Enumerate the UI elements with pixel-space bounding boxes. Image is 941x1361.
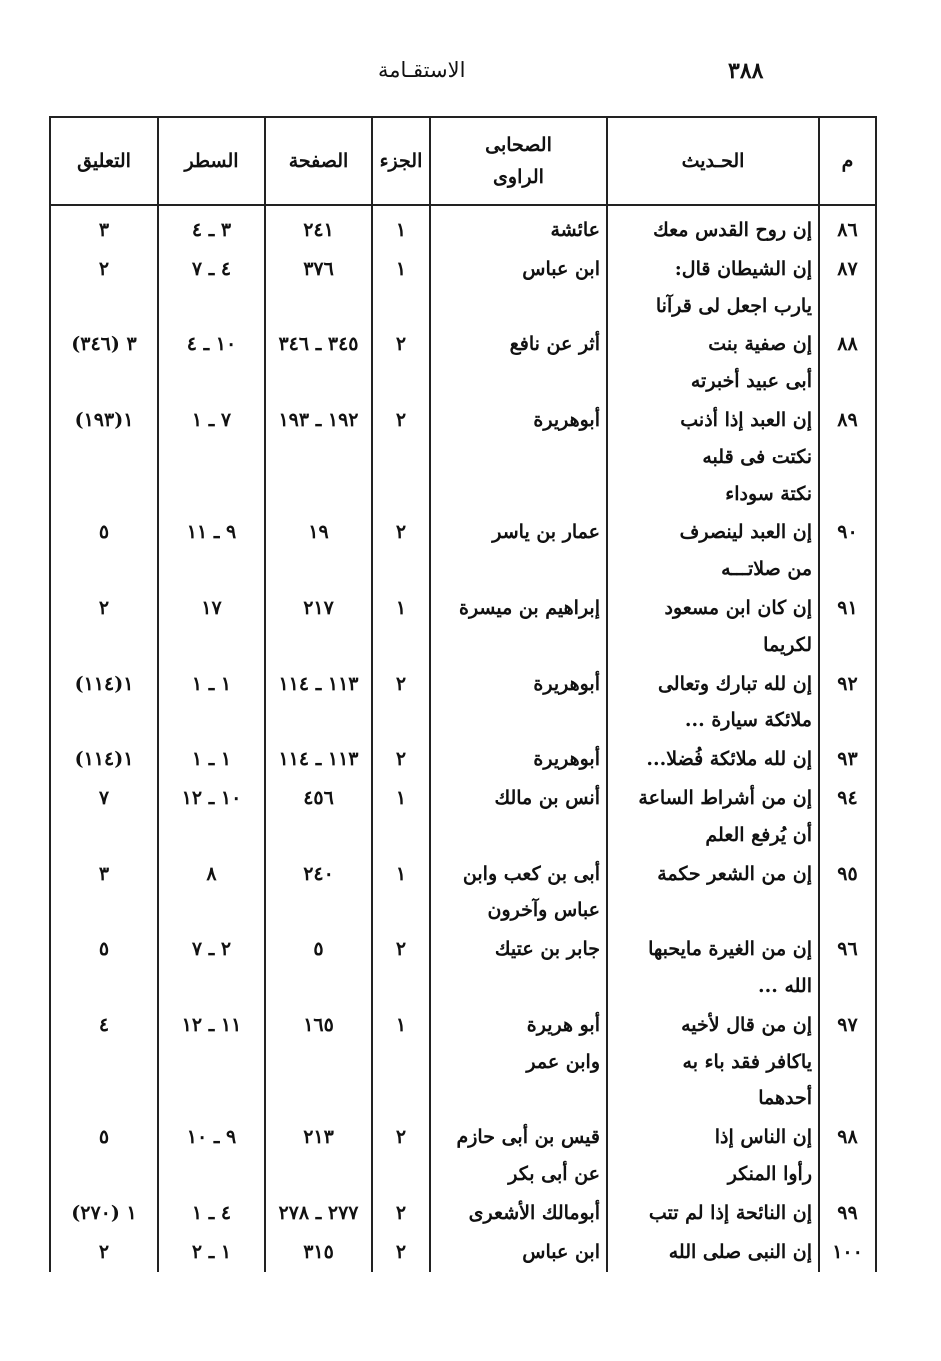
row-number: ٨٨ (819, 324, 876, 400)
table-row (50, 324, 876, 400)
narrator-text-line: وابن عمر (526, 1050, 600, 1073)
hadith-cell (607, 1193, 819, 1232)
table-row (50, 854, 876, 930)
page-cell: ٥ (265, 929, 372, 1005)
row-number: ٨٧ (819, 249, 876, 325)
volume-cell: ٢ (372, 929, 430, 1005)
volume-cell: ٢ (372, 400, 430, 512)
volume-cell: ١ (372, 778, 430, 854)
hadith-text-line: إن العبد لينصرف (679, 521, 812, 544)
narrator-cell (430, 512, 607, 588)
table-row (50, 588, 876, 664)
narrator-text-line: عباس وآخرون (487, 899, 600, 922)
narrator-text-line: أبى بن كعب وابن (462, 862, 600, 885)
row-number: ١٠٠ (819, 1232, 876, 1271)
narrator-text-line: أبوهريرة (533, 408, 600, 431)
hadith-cell (607, 400, 819, 512)
narrator-cell (430, 739, 607, 778)
narrator-text-line: عائشة (550, 219, 600, 241)
page-cell: ١١٣ ـ ١١٤ (265, 739, 372, 778)
line-cell: ١ ـ ١ (158, 664, 265, 740)
line-cell: ٤ ـ ٧ (158, 249, 265, 325)
line-cell: ١١ ـ ١٢ (158, 1005, 265, 1117)
narrator-cell (430, 664, 607, 740)
hadith-cell (607, 1117, 819, 1193)
narrator-text-line: عمار بن ياسر (492, 521, 600, 544)
hadith-text-line: إن النائحة إذا لم تتب (648, 1201, 812, 1224)
page-cell: ١٦٥ (265, 1005, 372, 1117)
line-cell: ١ ـ ٢ (158, 1232, 265, 1271)
hadith-cell (607, 778, 819, 854)
comment-cell: ٥ (50, 1117, 158, 1193)
hadith-cell (607, 1232, 819, 1271)
page-cell: ١٩٢ ـ ١٩٣ (265, 400, 372, 512)
empty-cell (158, 1270, 265, 1272)
hadith-cell (607, 512, 819, 588)
row-number: ٩٣ (819, 739, 876, 778)
line-cell: ٣ ـ ٤ (158, 205, 265, 249)
comment-cell: ٣ (50, 205, 158, 249)
narrator-text-line: قيس بن أبى حازم (456, 1126, 600, 1149)
line-cell: ٨ (158, 854, 265, 930)
column-header-page: الصفحة (265, 117, 372, 205)
line-cell: ١٠ ـ ٤ (158, 324, 265, 400)
volume-cell: ٢ (372, 1117, 430, 1193)
hadith-text-line: نكتت فى قلبه (702, 445, 812, 468)
table-row (50, 512, 876, 588)
narrator-cell (430, 1193, 607, 1232)
narrator-text-line: أبوهريرة (533, 672, 600, 695)
page-cell: ٢١٧ (265, 588, 372, 664)
narrator-text-line: أبوهريرة (533, 748, 600, 771)
narrator-cell (430, 324, 607, 400)
page-cell: ٢٤٠ (265, 854, 372, 930)
comment-cell: ٥ (50, 512, 158, 588)
narrator-text-line: عن أبى بكر (508, 1162, 600, 1185)
row-number: ٩٤ (819, 778, 876, 854)
column-header-line: السطر (158, 117, 265, 205)
hadith-cell (607, 324, 819, 400)
hadith-cell (607, 739, 819, 778)
comment-cell: ٣ (50, 854, 158, 930)
narrator-cell (430, 400, 607, 512)
row-number: ٩٨ (819, 1117, 876, 1193)
hadith-text-line: إن النبى صلى الله (668, 1240, 812, 1263)
row-number: ٩٦ (819, 929, 876, 1005)
hadith-text-line: إن من الغيرة مايحبها (648, 938, 812, 961)
narrator-text-line: أنس بن مالك (494, 786, 600, 809)
line-cell: ٧ ـ ١ (158, 400, 265, 512)
comment-cell: ٧ (50, 778, 158, 854)
hadith-text-line: لكريما (763, 633, 812, 656)
page-cell: ٣٧٦ (265, 249, 372, 325)
row-number: ٩٧ (819, 1005, 876, 1117)
row-number: ٩١ (819, 588, 876, 664)
line-cell: ٩ ـ ١٠ (158, 1117, 265, 1193)
hadith-text-line: ملائكة سيارة ... (684, 709, 812, 732)
line-cell: ٢ ـ ٧ (158, 929, 265, 1005)
empty-cell (607, 1270, 819, 1272)
page-header (0, 58, 941, 94)
table-row (50, 664, 876, 740)
empty-cell (265, 1270, 372, 1272)
hadith-text-line: إن لله ملائكة فُضلا... (646, 748, 812, 771)
table-filler-row (50, 1270, 876, 1272)
column-header-narrator-line1: الصحابى (485, 134, 552, 156)
page-cell: ٣٤٥ ـ ٣٤٦ (265, 324, 372, 400)
hadith-text-line: إن صفية بنت (708, 333, 812, 356)
table-row (50, 1117, 876, 1193)
table-row (50, 929, 876, 1005)
book-title: الاستقـامة (378, 58, 466, 82)
comment-cell: ٢ (50, 588, 158, 664)
volume-cell: ١ (372, 205, 430, 249)
line-cell: ٤ ـ ١ (158, 1193, 265, 1232)
narrator-cell (430, 929, 607, 1005)
hadith-cell (607, 588, 819, 664)
table-row (50, 1193, 876, 1232)
comment-cell: ٢ (50, 1232, 158, 1271)
row-number: ٨٦ (819, 205, 876, 249)
hadith-text-line: رأوا المنكر (727, 1162, 812, 1185)
hadith-text-line: إن لله تبارك وتعالى (657, 672, 812, 695)
narrator-text-line: أبو هريرة (526, 1013, 600, 1036)
narrator-cell (430, 778, 607, 854)
narrator-cell (430, 205, 607, 249)
hadith-text-line: نكتة سوداء (725, 482, 812, 505)
volume-cell: ٢ (372, 512, 430, 588)
volume-cell: ٢ (372, 1232, 430, 1271)
hadith-cell (607, 854, 819, 930)
hadith-text-line: إن الشيطان قال: (674, 257, 812, 280)
hadith-text-line: الله ... (757, 974, 812, 997)
page-cell: ٤٥٦ (265, 778, 372, 854)
narrator-cell (430, 854, 607, 930)
line-cell: ٩ ـ ١١ (158, 512, 265, 588)
comment-cell: ٥ (50, 929, 158, 1005)
row-number: ٩٩ (819, 1193, 876, 1232)
volume-cell: ٢ (372, 1193, 430, 1232)
hadith-cell (607, 929, 819, 1005)
comment-cell: ١ (٢٧٠) (50, 1193, 158, 1232)
hadith-text-line: من صلاتـــه (721, 558, 812, 581)
narrator-cell (430, 1117, 607, 1193)
column-header-narrator-line2: الراوى (493, 166, 544, 188)
narrator-text-line: أثر عن نافع (509, 333, 600, 356)
empty-cell (50, 1270, 158, 1272)
table-row (50, 400, 876, 512)
narrator-text-line: ابن عباس (522, 1240, 600, 1263)
hadith-cell (607, 664, 819, 740)
column-header-narrator (430, 117, 607, 205)
page-number: ٣٨٨ (728, 58, 764, 84)
hadith-text-line: إن من قال لأخيه (681, 1013, 812, 1036)
row-number: ٩٥ (819, 854, 876, 930)
comment-cell: ١(١١٤) (50, 739, 158, 778)
comment-cell: ١(١٩٣) (50, 400, 158, 512)
empty-cell (819, 1270, 876, 1272)
volume-cell: ١ (372, 588, 430, 664)
table-row (50, 778, 876, 854)
column-header-hadith: الحـديث (607, 117, 819, 205)
page-cell: ٢٧٧ ـ ٢٧٨ (265, 1193, 372, 1232)
comment-cell: ٤ (50, 1005, 158, 1117)
volume-cell: ١ (372, 249, 430, 325)
hadith-text-line: أن يُرفع العلم (705, 823, 812, 846)
page-cell: ١٩ (265, 512, 372, 588)
line-cell: ١٧ (158, 588, 265, 664)
narrator-text-line: أبومالك الأشعرى (468, 1201, 600, 1224)
page-cell: ١١٣ ـ ١١٤ (265, 664, 372, 740)
column-header-comment: التعليق (50, 117, 158, 205)
table-row (50, 249, 876, 325)
hadith-text-line: إن من الشعر حكمة (657, 862, 812, 885)
volume-cell: ٢ (372, 739, 430, 778)
hadith-cell (607, 205, 819, 249)
row-number: ٩٠ (819, 512, 876, 588)
column-header-volume: الجزء (372, 117, 430, 205)
hadith-text-line: إن العبد إذا أذنب (680, 408, 812, 431)
table-row (50, 1005, 876, 1117)
table-row (50, 1232, 876, 1271)
hadith-cell (607, 1005, 819, 1117)
volume-cell: ١ (372, 1005, 430, 1117)
empty-cell (430, 1270, 607, 1272)
row-number: ٨٩ (819, 400, 876, 512)
comment-cell: ٢ (50, 249, 158, 325)
table-header-row (50, 117, 876, 205)
hadith-text-line: إن روح القدس معك (653, 219, 812, 241)
hadith-text-line: أبى عبيد أخبرته (690, 370, 812, 393)
hadith-text-line: يارب اجعل لى قرآنا (655, 294, 812, 317)
hadith-text-line: أحدهما (758, 1087, 812, 1110)
page-cell: ٢١٣ (265, 1117, 372, 1193)
page-cell: ٣١٥ (265, 1232, 372, 1271)
narrator-cell (430, 1232, 607, 1271)
narrator-text-line: إبراهيم بن ميسرة (458, 596, 600, 619)
comment-cell: ٣ (٣٤٦) (50, 324, 158, 400)
page-cell: ٢٤١ (265, 205, 372, 249)
volume-cell: ١ (372, 854, 430, 930)
line-cell: ١ ـ ١ (158, 739, 265, 778)
volume-cell: ٢ (372, 324, 430, 400)
comment-cell: ١(١١٤) (50, 664, 158, 740)
hadith-text-line: إن كان ابن مسعود (664, 596, 812, 619)
hadith-text-line: إن الناس إذا (714, 1126, 812, 1149)
table-row (50, 739, 876, 778)
narrator-cell (430, 1005, 607, 1117)
table-body (50, 205, 876, 1272)
empty-cell (372, 1270, 430, 1272)
narrator-text-line: ابن عباس (522, 257, 600, 280)
hadith-cell (607, 249, 819, 325)
hadith-text-line: إن من أشراط الساعة (638, 786, 812, 809)
line-cell: ١٠ ـ ١٢ (158, 778, 265, 854)
volume-cell: ٢ (372, 664, 430, 740)
row-number: ٩٢ (819, 664, 876, 740)
hadith-index-table (49, 116, 877, 1272)
column-header-number: م (819, 117, 876, 205)
narrator-cell (430, 588, 607, 664)
narrator-text-line: جابر بن عتيك (494, 938, 600, 961)
hadith-text-line: ياكافر فقد باء به (682, 1050, 812, 1073)
table-row (50, 205, 876, 249)
narrator-cell (430, 249, 607, 325)
